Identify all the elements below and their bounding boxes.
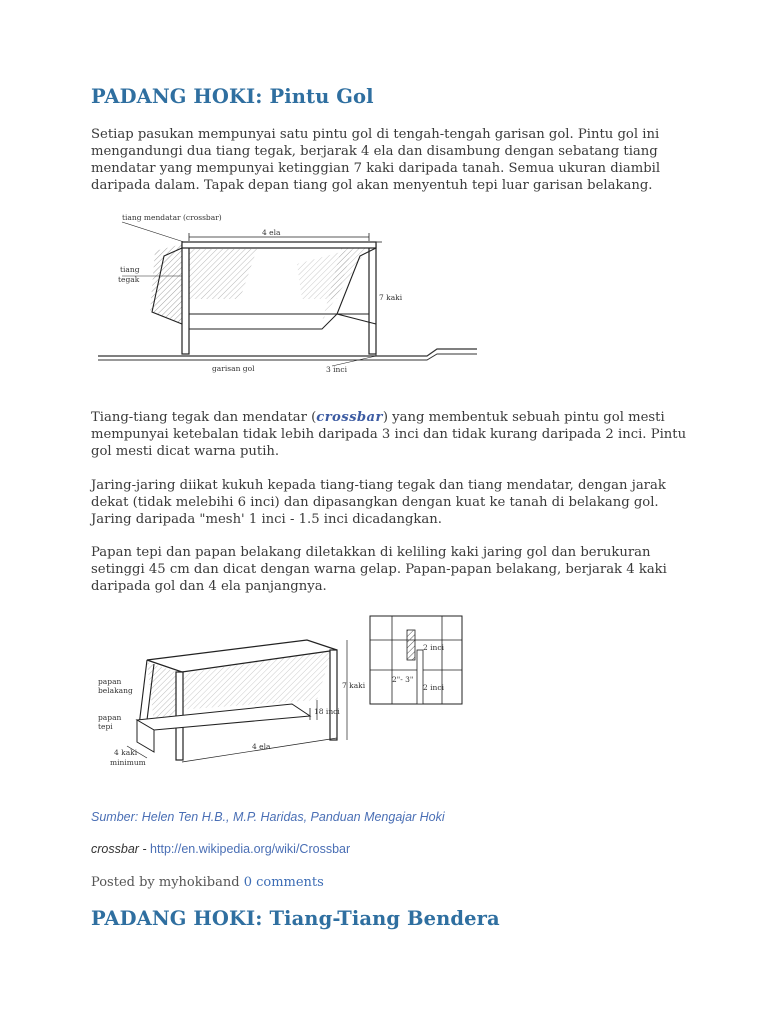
- label-crossbar: tiang mendatar (crossbar): [122, 213, 222, 222]
- label-backboard: papan: [98, 677, 122, 686]
- paragraph-nets: Jaring-jaring diikat kukuh kepada tiang-tiang tegak dan tiang mendatar, dengan jarak dekat (tidak melebihi 6 inci) dan dipasangkan dengan kuat ke tanah di belakang gol. Jaring daripada "mesh' 1 inci - 1.5 inci dicadangkan.: [91, 478, 666, 527]
- backboard-diagram: [92, 612, 477, 774]
- posted-by: Posted by myhokiband: [91, 875, 244, 890]
- label-post: tiang: [120, 265, 140, 274]
- label-sideboard: papan: [98, 713, 122, 722]
- label-inch: 3 inci: [326, 365, 347, 374]
- crossbar-url-link[interactable]: http://en.wikipedia.org/wiki/Crossbar: [150, 842, 351, 856]
- label-7ft: 7 kaki: [342, 681, 366, 690]
- label-4yards: 4 ela: [252, 742, 271, 751]
- post-title-2[interactable]: PADANG HOKI: Tiang-Tiang Bendera: [91, 907, 500, 930]
- label-width: 4 ela: [262, 228, 281, 237]
- post-footer: [91, 875, 324, 890]
- crossbar-link[interactable]: crossbar: [316, 410, 383, 425]
- label-backboard-2: belakang: [98, 686, 133, 695]
- comments-link[interactable]: 0 comments: [243, 875, 324, 890]
- paragraph-intro: Setiap pasukan mempunyai satu pintu gol di tengah-tengah garisan gol. Pintu gol ini mengandungi dua tiang tegak, berjarak 4 ela dan disambung dengan sebatang tiang mendatar yang mempunyai ketinggian 7 kaki daripada tanah. Semua ukuran diambil daripada dalam. Tapak depan tiang gol akan menyentuh tepi luar garisan belakang.: [91, 127, 661, 193]
- label-goalline: garisan gol: [212, 364, 255, 373]
- label-4feet: 4 kaki: [114, 748, 138, 757]
- label-18in: 18 inci: [314, 707, 340, 716]
- paragraph-boards: Papan tepi dan papan belakang diletakkan di keliling kaki jaring gol dan berukuran setinggi 45 cm dan dicat dengan warna gelap. Papan-papan belakang, berjarak 4 kaki daripada gol dan 4 ela panjangnya.: [91, 545, 667, 594]
- label-sideboard-2: tepi: [98, 722, 113, 731]
- label-post-2: tegak: [118, 275, 140, 284]
- goal-diagram: [92, 204, 482, 390]
- label-2in-b: 2 inci: [423, 683, 444, 692]
- crossbar-reference: crossbar - http://en.wikipedia.org/wiki/Crossbar: [91, 842, 351, 856]
- source-citation: Sumber: Helen Ten H.B., M.P. Haridas, Panduan Mengajar Hoki: [91, 810, 445, 824]
- label-2-3: 2"- 3": [392, 675, 414, 684]
- post-title[interactable]: PADANG HOKI: Pintu Gol: [91, 85, 374, 108]
- label-2in-a: 2 inci: [423, 643, 444, 652]
- paragraph-posts: Tiang-tiang tegak dan mendatar (crossbar) yang membentuk sebuah pintu gol mesti mempunyai ketebalan tidak lebih daripada 3 inci dan tidak kurang daripada 2 inci. Pintu gol mesti dicat warna putih.: [91, 410, 687, 459]
- label-4feet-2: minimum: [110, 758, 146, 767]
- label-height: 7 kaki: [379, 293, 403, 302]
